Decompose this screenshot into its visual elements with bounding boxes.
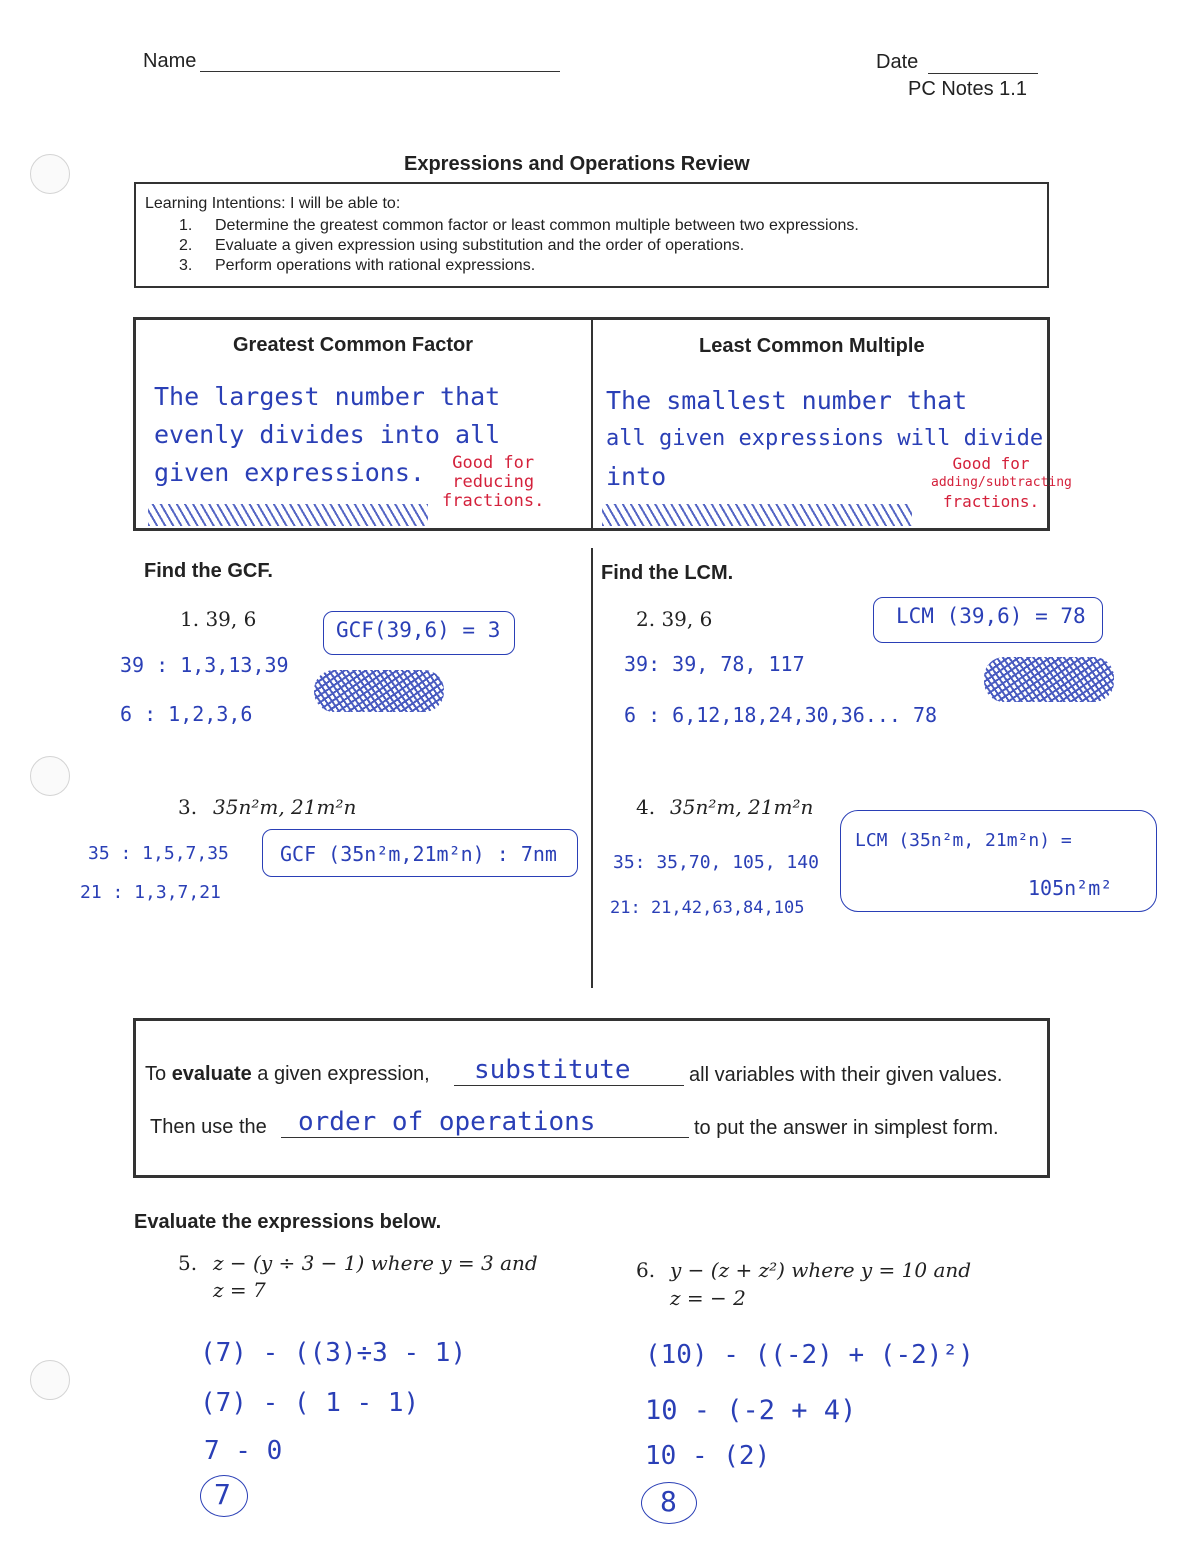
problem-1-label: 1. 39, 6: [180, 607, 257, 631]
binder-hole-middle: [30, 756, 70, 796]
problem-2-work-line: 6 : 6,12,18,24,30,36... 78: [624, 703, 938, 727]
problem-2-answer: LCM (39,6) = 78: [896, 604, 1086, 628]
blank-line: [454, 1085, 684, 1086]
name-label: Name: [143, 50, 197, 72]
problem-1-answer: GCF(39,6) = 3: [336, 618, 501, 642]
evaluate-definition-box: [133, 1018, 1050, 1178]
problem-2-work-line: 39: 39, 78, 117: [624, 652, 805, 676]
gcf-note-line: Good for: [452, 453, 535, 473]
evaluate-section-heading: Evaluate the expressions below.: [134, 1211, 442, 1233]
problem-3-number: 3.: [178, 795, 198, 819]
evaluate-text: to put the answer in simplest form.: [694, 1117, 999, 1139]
problem-6-answer: 8: [660, 1485, 677, 1518]
lcm-note: [931, 454, 1072, 511]
problem-4-answer: 105n²m²: [1028, 876, 1113, 900]
problem-3-answer: GCF (35n²m,21m²n) : 7nm: [280, 842, 557, 866]
problem-2-label: 2. 39, 6: [636, 607, 713, 631]
problem-1-work-line: 6 : 1,2,3,6: [120, 702, 253, 726]
scribble-out: [314, 670, 444, 712]
problem-5-work-line: (7) - ( 1 - 1): [200, 1388, 420, 1418]
problem-4-number: 4.: [636, 795, 656, 819]
gcf-section-heading: Find the GCF.: [144, 560, 273, 582]
problem-6-number: 6.: [636, 1258, 656, 1282]
gcf-note-line: fractions.: [442, 491, 545, 511]
problem-3-work-line: 21 : 1,3,7,21: [80, 882, 221, 903]
intentions-heading: Learning Intentions: I will be able to:: [145, 195, 401, 212]
intention-number: 2.: [179, 237, 193, 254]
intention-item: [179, 217, 192, 235]
problem-4-answer: LCM (35n²m, 21m²n) =: [855, 830, 1072, 851]
evaluate-text: a given expression,: [251, 1063, 430, 1085]
problem-3-expression: 35n²m, 21m²n: [213, 795, 357, 819]
problem-6-work-line: 10 - (2): [645, 1441, 771, 1471]
scribble-out: [984, 657, 1114, 702]
gcf-definition-line: evenly divides into all: [154, 420, 501, 449]
page-title: Expressions and Operations Review: [404, 153, 750, 175]
gcf-definition-line: given expressions.: [154, 458, 425, 487]
lcm-note-line: Good for: [952, 454, 1030, 473]
problem-4-expression: 35n²m, 21m²n: [670, 795, 814, 819]
intention-text: Evaluate a given expression using substitution and the order of operations.: [215, 237, 745, 254]
lcm-definition-line: into: [606, 462, 667, 491]
intention-text: Determine the greatest common factor or least common multiple between two expressions.: [215, 217, 859, 234]
problem-6-line: z = − 2: [670, 1286, 746, 1310]
section-divider: [591, 548, 593, 988]
binder-hole-bottom: [30, 1360, 70, 1400]
lcm-note-line: fractions.: [942, 492, 1040, 511]
problem-5-line: z − (y ÷ 3 − 1) where y = 3 and: [213, 1251, 538, 1275]
blank-answer-substitute: substitute: [474, 1055, 631, 1085]
intention-number: 1.: [179, 217, 193, 234]
problem-1-work-line: 39 : 1,3,13,39: [120, 653, 289, 677]
problem-5-answer: 7: [214, 1478, 231, 1511]
learning-intentions-box: [134, 182, 1049, 288]
gcf-note: [442, 454, 544, 511]
blank-line: [281, 1137, 689, 1138]
problem-6-line: y − (z + z²) where y = 10 and: [670, 1258, 972, 1282]
lcm-heading: Least Common Multiple: [699, 335, 925, 357]
lcm-section-heading: Find the LCM.: [601, 562, 734, 584]
scribble-out: [602, 504, 912, 526]
lcm-definition-line: The smallest number that: [606, 386, 968, 415]
evaluate-bold: evaluate: [171, 1063, 252, 1085]
problem-5-line: z = 7: [213, 1278, 266, 1302]
lcm-note-line: adding/subtracting: [931, 475, 1072, 490]
blank-answer-order: order of operations: [298, 1107, 596, 1137]
problem-5-work-line: (7) - ((3)÷3 - 1): [200, 1338, 467, 1368]
lcm-definition-line: all given expressions will divide: [606, 426, 1044, 451]
name-field[interactable]: [200, 71, 560, 72]
intention-item: [179, 257, 192, 275]
binder-hole-top: [30, 154, 70, 194]
evaluate-text: To: [145, 1063, 172, 1085]
date-label: Date: [876, 51, 919, 73]
evaluate-text: all variables with their given values.: [689, 1064, 1003, 1086]
definitions-table: [133, 317, 1072, 531]
date-field[interactable]: [928, 73, 1038, 74]
problem-6-work-line: (10) - ((-2) + (-2)²): [645, 1340, 974, 1370]
gcf-heading: Greatest Common Factor: [233, 334, 474, 356]
intention-text: Perform operations with rational expressions.: [215, 257, 536, 274]
problem-4-work-line: 21: 21,42,63,84,105: [610, 898, 805, 918]
course-label: PC Notes 1.1: [908, 78, 1027, 100]
scribble-out: [148, 504, 428, 526]
evaluate-text: Then use the: [150, 1116, 267, 1138]
evaluate-line-1: [145, 1063, 430, 1086]
problem-4-work-line: 35: 35,70, 105, 140: [613, 852, 819, 873]
gcf-definition-line: The largest number that: [154, 382, 501, 411]
problem-5-number: 5.: [178, 1251, 198, 1275]
problem-6-work-line: 10 - (-2 + 4): [645, 1395, 857, 1426]
problem-3-work-line: 35 : 1,5,7,35: [88, 843, 229, 864]
intention-number: 3.: [179, 257, 193, 274]
problem-5-work-line: 7 - 0: [204, 1436, 283, 1466]
intention-item: [179, 237, 192, 255]
gcf-note-line: reducing: [452, 472, 535, 492]
table-divider: [591, 320, 593, 530]
